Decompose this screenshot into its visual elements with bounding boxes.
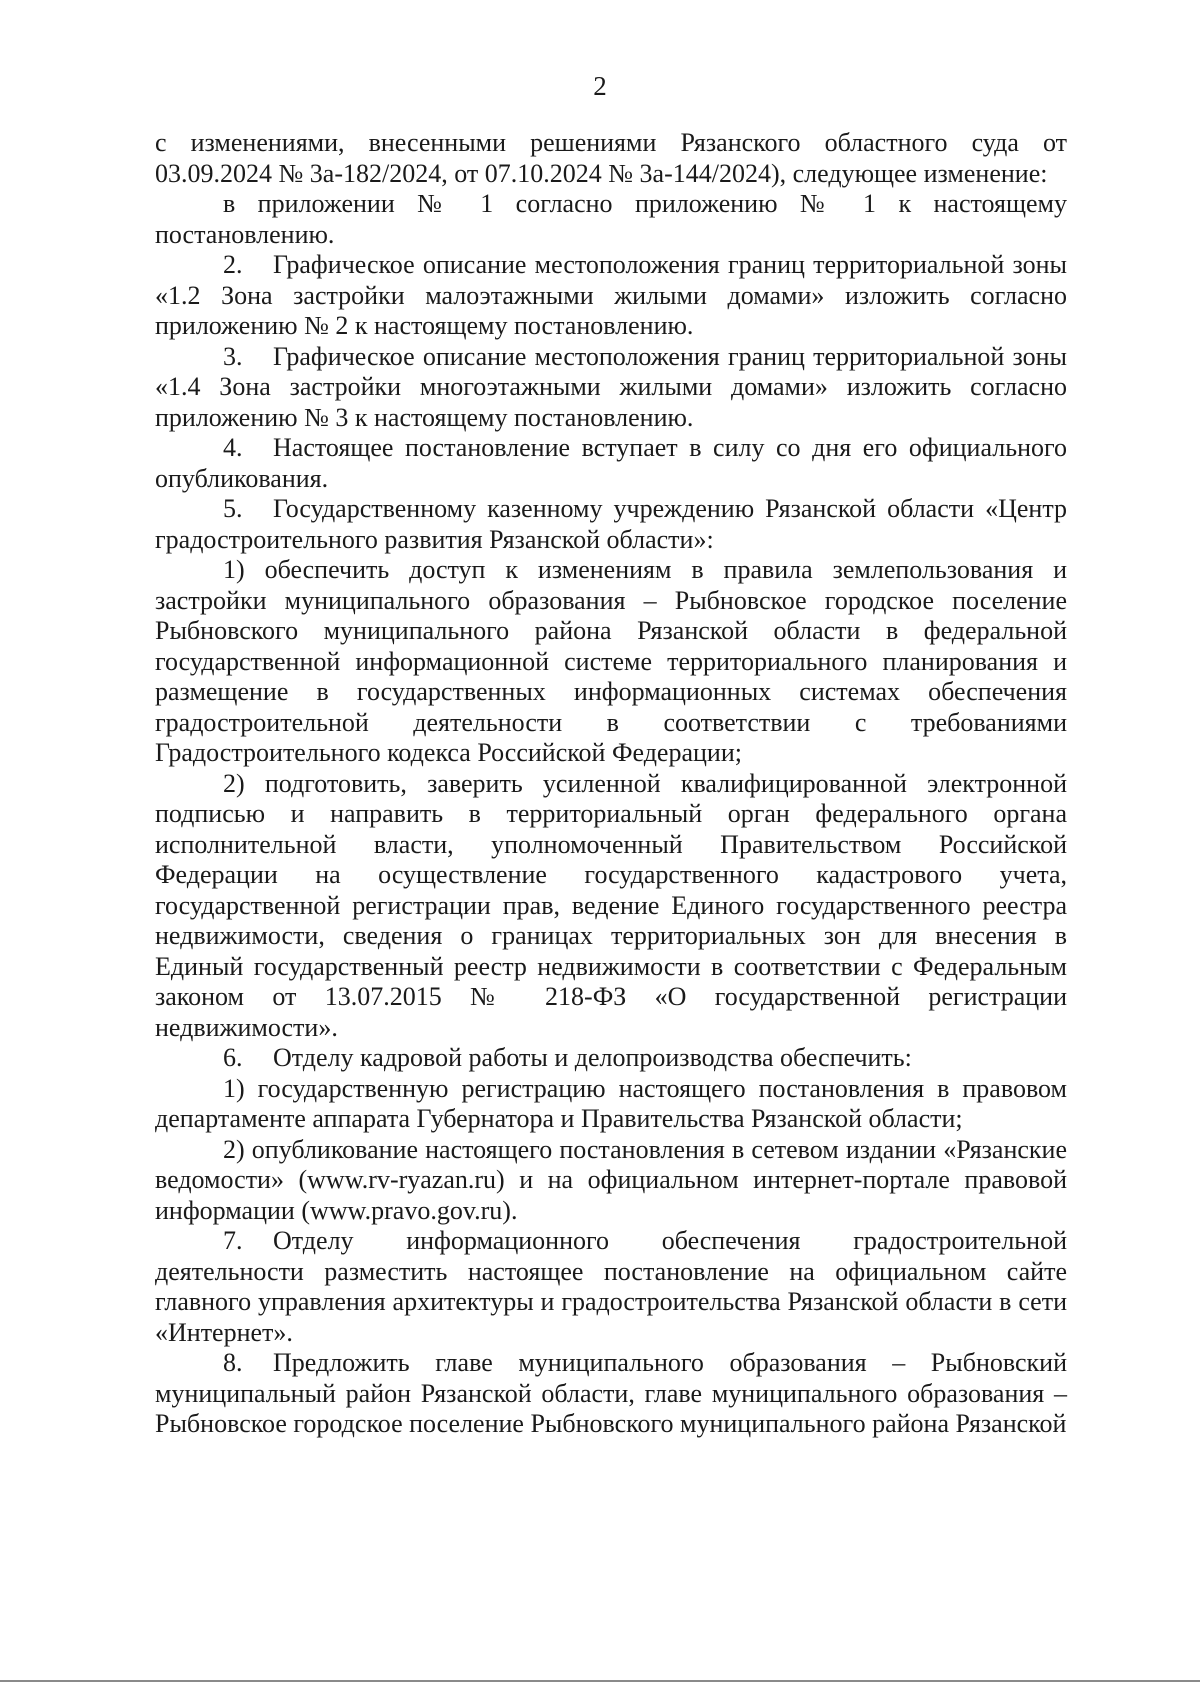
paragraph-item-6-2 <box>155 1135 1067 1227</box>
item-number: 7. <box>223 1226 243 1255</box>
item-number: 4. <box>223 433 243 462</box>
item-number: 2. <box>223 250 243 279</box>
document-body <box>155 128 1067 1440</box>
paragraph-text: Отделу кадровой работы и делопроизводства обеспечить: <box>273 1043 912 1072</box>
item-number: 8. <box>223 1348 243 1377</box>
paragraph-item-4 <box>155 433 1067 494</box>
paragraph-item-8 <box>155 1348 1067 1440</box>
paragraph-appendix-1 <box>155 189 1067 250</box>
paragraph-text: Графическое описание местоположения границ территориальной зоны «1.4 Зона застройки многоэтажными жилыми домами» изложить согласно приложению № 3 к настоящему постановлению. <box>155 341 1067 432</box>
paragraph-item-5-1 <box>155 555 1067 769</box>
paragraph-text: 1) государственную регистрацию настоящего постановления в правовом департаменте аппарата Губернатора и Правительства Рязанской области; <box>155 1073 1067 1133</box>
paragraph-text: Отделу информационного обеспечения градостроительной деятельности разместить настоящее постановление на официальном сайте главного управления архитектуры и градостроительства Рязанской области в сети «Интернет». <box>155 1226 1067 1347</box>
paragraph-item-6 <box>155 1043 1067 1074</box>
paragraph-continuation <box>155 128 1067 189</box>
paragraph-text: Государственному казенному учреждению Рязанской области «Центр градостроительного развития Рязанской области»: <box>155 494 1067 554</box>
paragraph-item-7 <box>155 1226 1067 1348</box>
paragraph-item-6-1 <box>155 1074 1067 1135</box>
paragraph-item-5-2 <box>155 769 1067 1044</box>
paragraph-text: 2) подготовить, заверить усиленной квалифицированной электронной подписью и направить в территориальный орган федерального органа исполнительной власти, уполномоченный Правительством Российской Федерации на осуществление государственного кадастрового учета, государственной регистрации прав, ведение Единого государственного реестра недвижимости, сведения о границах территориальных зон для внесения в Единый государственный реестр недвижимости в соответствии с Федеральным законом от 13.07.2015 № 218-ФЗ «О государственной регистрации недвижимости». <box>155 768 1067 1042</box>
scan-edge-divider <box>0 1680 1200 1682</box>
paragraph-text: в приложении № 1 согласно приложению № 1 к настоящему постановлению. <box>155 189 1067 249</box>
paragraph-item-5 <box>155 494 1067 555</box>
paragraph-text: Настоящее постановление вступает в силу со дня его официального опубликования. <box>155 433 1067 493</box>
paragraph-text: 1) обеспечить доступ к изменениям в правила землепользования и застройки муниципального образования – Рыбновское городское поселение Рыбновского муниципального района Рязанской области в федеральной государственной информационной системе территориального планирования и размещение в государственных информационных системах обеспечения градостроительной деятельности в соответствии с требованиями Градостроительного кодекса Российской Федерации; <box>155 555 1067 767</box>
item-number: 3. <box>223 341 243 371</box>
paragraph-item-3 <box>155 342 1067 434</box>
paragraph-text: Графическое описание местоположения границ территориальной зоны «1.2 Зона застройки малоэтажными жилыми домами» изложить согласно приложению № 2 к настоящему постановлению. <box>155 250 1067 340</box>
item-number: 5. <box>223 494 243 523</box>
page-number: 2 <box>593 71 607 101</box>
paragraph-text: с изменениями, внесенными решениями Рязанского областного суда от 03.09.2024 № 3а-182/2024, от 07.10.2024 № 3а-144/2024), следующее изменение: <box>155 128 1067 188</box>
paragraph-text: Предложить главе муниципального образования – Рыбновский муниципальный район Рязанской области, главе муниципального образования – Рыбновское городское поселение Рыбновского муниципального района Рязанской <box>155 1348 1067 1438</box>
item-number: 6. <box>223 1043 243 1072</box>
paragraph-text: 2) опубликование настоящего постановления в сетевом издании «Рязанские ведомости» (www.rv-ryazan.ru) и на официальном интернет-портале правовой информации (www.pravo.gov.ru). <box>155 1134 1067 1225</box>
paragraph-item-2 <box>155 250 1067 342</box>
